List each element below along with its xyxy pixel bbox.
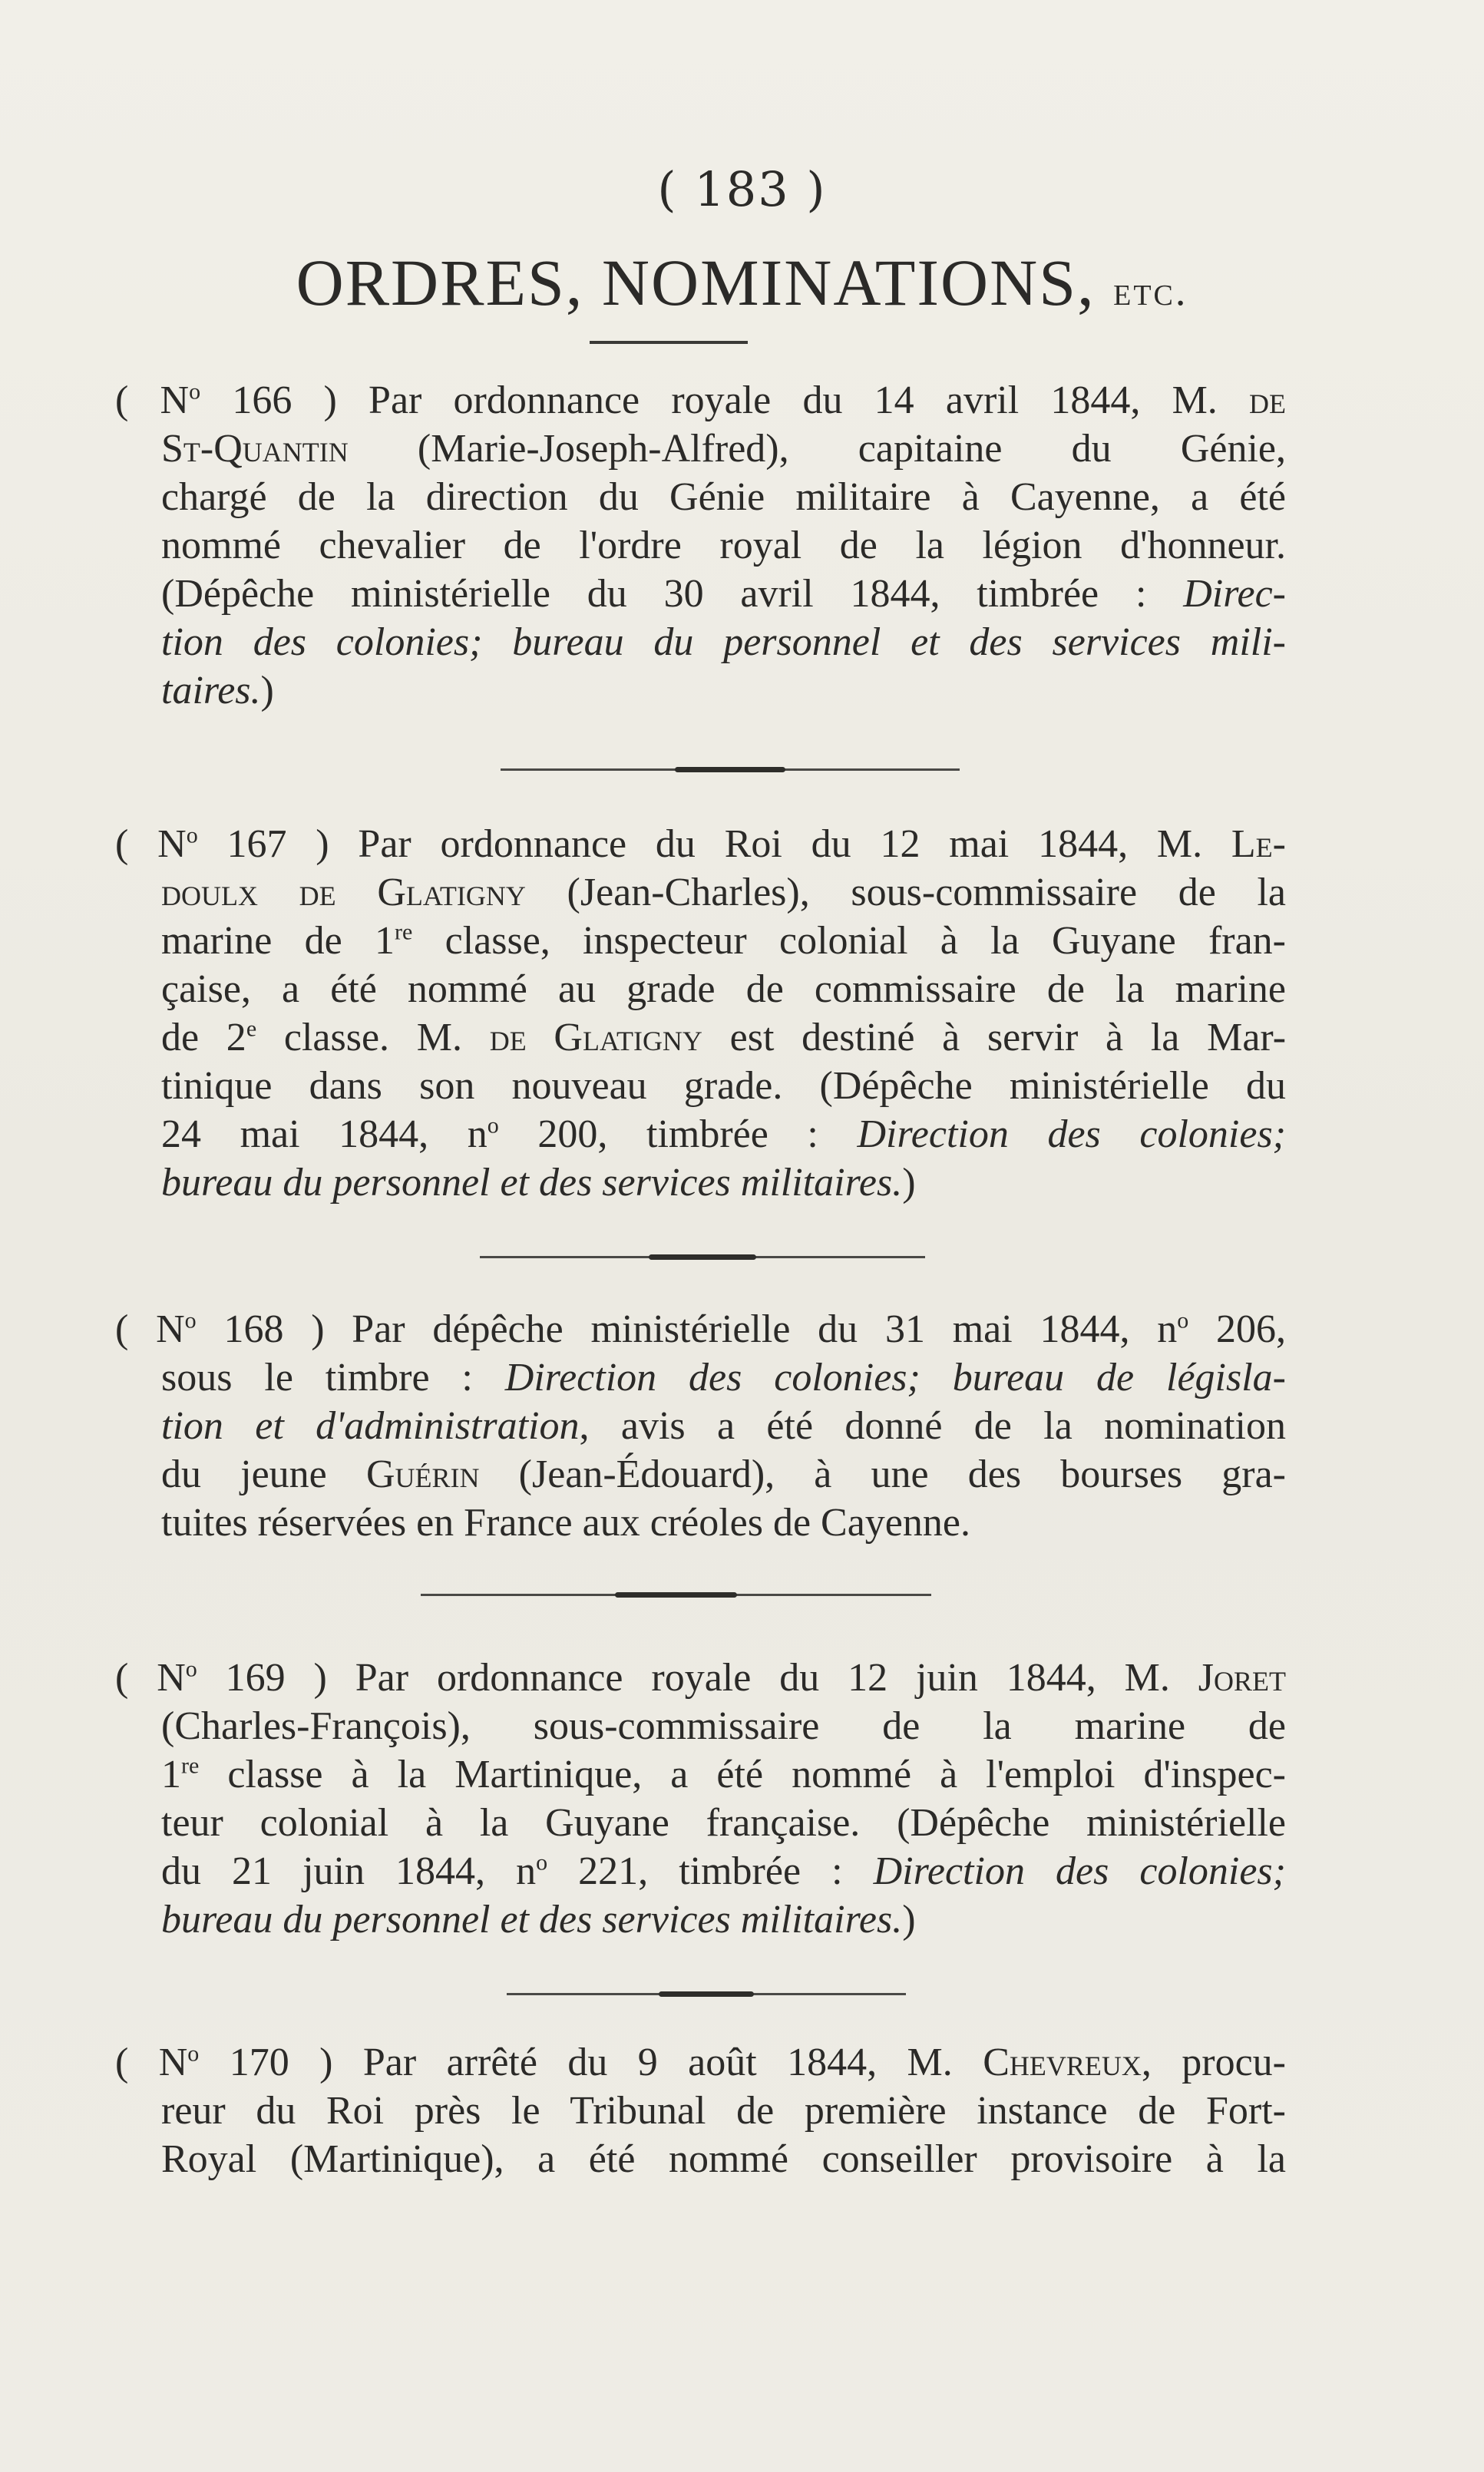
number-sup: o [185,1656,197,1682]
ordinal-sup: re [395,919,413,945]
entry-number: 169 [225,1656,286,1700]
entry-text: 24 mai 1844, n [161,1112,488,1156]
page-heading [0,244,1484,321]
entry-text: 1 [161,1753,181,1796]
entry-text: , avis a été donné de la nomination [579,1404,1286,1448]
heading-main: ORDRES, NOMINATIONS, [296,246,1096,319]
entry-line: ( $N^o$ 168 ) Par dépêche ministérielle du 31 mai 1844, $n^o$ 206, [115,1307,1287,1351]
entry-italic: Direc- [1183,572,1286,616]
entry-line [115,917,1286,965]
number-label: N [157,1656,186,1700]
entry-text: 206, [1188,1307,1287,1351]
entry-number: 170 [229,2041,289,2084]
entry-text: classe, inspecteur colonial à la Guyane fran- [412,919,1286,963]
entry-line [115,1013,1286,1062]
entry-italic: bureau du personnel et des services militaires. [161,1161,903,1205]
entry-text: (Marie-Joseph-Alfred), capitaine du Génie, [348,427,1286,471]
entry-text: ) Par ordonnance royale du 14 avril 1844, M. [292,378,1250,422]
ordinal-sup: o [487,1112,499,1139]
entry-line [115,1847,1286,1895]
number-sup: o [184,1307,197,1333]
entry-170 [115,2038,1286,2183]
entry-name: de Glatigny [489,1016,702,1059]
entry-line [115,425,1286,473]
entry-line [115,1895,1286,1944]
entry-text: de 2 [161,1016,246,1059]
entry-number: 166 [232,378,293,422]
entry-text: 221, timbrée : [547,1849,874,1893]
ordinal-sup: o [1177,1307,1189,1333]
entry-167 [115,820,1286,1207]
entry-169 [115,1654,1286,1944]
entry-line: tuites réservées en France aux créoles de Cayenne. [161,1501,970,1545]
entry-italic: tion et d'administration [161,1404,580,1448]
entry-name: Joret [1198,1656,1286,1700]
heading-rule [590,341,748,344]
entry-text: ) Par arrêté du 9 août 1844, M. [289,2041,983,2084]
number-sup: o [189,378,201,405]
separator-rule [501,768,960,771]
separator-rule [480,1256,925,1258]
number-label: N [160,378,190,422]
number-label: N [157,822,187,866]
heading-suffix: etc. [1113,268,1188,314]
separator-rule [421,1594,931,1596]
entry-number: 168 [223,1307,284,1351]
number-sup: o [186,822,198,848]
ordinal-sup: e [246,1016,257,1042]
entry-line [115,868,1286,917]
entry-name: St-Quantin [161,427,349,471]
entry-line: chargé de la direction du Génie militaire à Cayenne, a été [161,475,1286,519]
entry-line [115,1353,1286,1402]
entry-italic: Direction des colonies; [857,1112,1286,1156]
entry-text: classe à la Martinique, a été nommé à l'emploi d'inspec- [199,1753,1286,1796]
entry-text: (Jean-Édouard), à une des bourses gra- [479,1452,1286,1496]
number-sup: o [187,2041,200,2067]
entry-line [115,1110,1286,1158]
entry-text: marine de 1 [161,919,395,963]
number-label: N [158,2041,188,2084]
entry-text: , procu- [1141,2041,1286,2084]
entry-text: ) Par ordonnance royale du 12 juin 1844, M. [285,1656,1198,1700]
entry-text: du jeune [161,1452,366,1496]
entry-line [115,1402,1286,1450]
entry-italic: Direction des colonies; bureau de législa- [504,1356,1286,1400]
entry-text: ) [902,1898,916,1942]
entry-text: est destiné à servir à la Mar- [702,1016,1287,1059]
entry-line: (Charles-François), sous-commissaire de la marine de [161,1704,1286,1748]
entry-name: Guérin [365,1452,480,1496]
entry-line [115,618,1286,666]
entry-line: Royal (Martinique), a été nommé conseiller provisoire à la [161,2137,1286,2181]
entry-text: ) [902,1161,916,1205]
entry-line: ( $N^o$ 166 ) Par ordonnance royale du 14 avril 1844, M. de [115,378,1287,422]
entry-name: Chevreux [983,2041,1142,2084]
entry-line: ( $N^o$ 170 ) Par arrêté du 9 août 1844, M. Chevreux, procu- [115,2041,1286,2084]
entry-name: Le- [1231,822,1286,866]
entry-number: 167 [226,822,287,866]
entry-name: de [1249,378,1287,422]
entry-168 [115,1305,1286,1547]
entry-line [115,666,1286,715]
entry-text: (Jean-Charles), sous-commissaire de la [525,871,1286,914]
page-number: ( 183 ) [657,161,827,217]
entry-line: tinique dans son nouveau grade. (Dépêche ministérielle du [161,1064,1286,1108]
entry-text: sous le timbre : [161,1356,505,1400]
entry-name: doulx de Glatigny [161,871,526,914]
entry-text: ) Par ordonnance du Roi du 12 mai 1844, M. [286,822,1231,866]
entry-line: nommé chevalier de l'ordre royal de la légion d'honneur. [161,524,1286,567]
entry-text: du 21 juin 1844, n [161,1849,537,1893]
entry-line: teur colonial à la Guyane française. (Dépêche ministérielle [161,1801,1286,1845]
entry-text: (Dépêche ministérielle du 30 avril 1844, timbrée : [161,572,1184,616]
entry-text: 200, timbrée : [498,1112,858,1156]
entry-line [115,1750,1286,1799]
entry-line: ( $N^o$ 167 ) Par ordonnance du Roi du 12 mai 1844, M. Le- [115,822,1286,866]
entry-italic: bureau du personnel et des services militaires. [161,1898,903,1942]
number-label: N [156,1307,185,1351]
entry-line: reur du Roi près le Tribunal de première instance de Fort- [161,2089,1286,2133]
entry-166 [115,376,1286,715]
entry-line [115,1450,1286,1499]
entry-line [115,1158,1286,1207]
entry-text: ) [260,669,274,712]
entry-text: ) Par dépêche ministérielle du 31 mai 1844, n [283,1307,1178,1351]
entry-italic: Direction des colonies; [873,1849,1286,1893]
entry-text: classe. M. [256,1016,490,1059]
separator-rule [507,1993,906,1995]
ordinal-sup: re [181,1753,200,1779]
ordinal-sup: o [536,1849,548,1875]
entry-line: çaise, a été nommé au grade de commissaire de la marine [161,967,1286,1011]
entry-line [115,570,1286,618]
entry-italic: tion des colonies; bureau du personnel et des services mili- [161,620,1286,664]
entry-italic: taires. [161,669,261,712]
entry-line: ( $N^o$ 169 ) Par ordonnance royale du 12 juin 1844, M. Joret [115,1656,1286,1700]
